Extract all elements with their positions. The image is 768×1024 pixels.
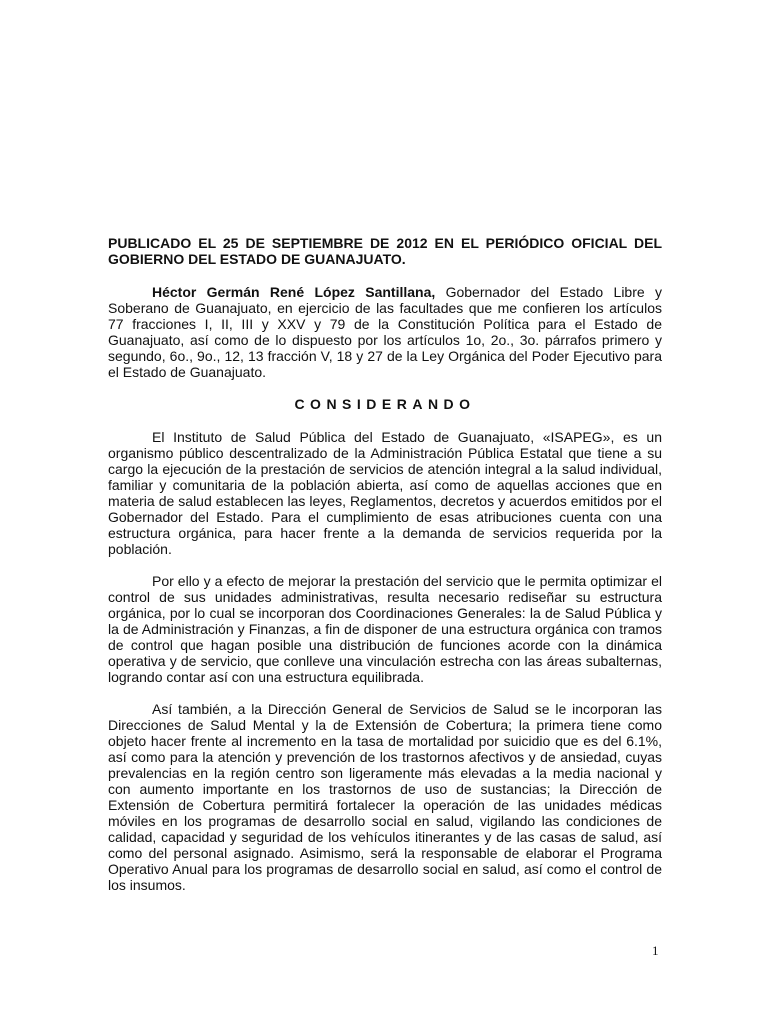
document-body xyxy=(108,235,662,909)
intro-paragraph xyxy=(108,284,662,380)
section-title: CONSIDERANDO xyxy=(294,396,476,412)
paragraph-2: Por ello y a efecto de mejorar la prestación del servicio que le permita optimizar el control de sus unidades administrativas, resulta necesario rediseñar su estructura orgánica, por lo cual se incorporan dos Coordinaciones Generales: la de Salud Pública y la de Administración y Finanzas, a fin de disponer de una estructura orgánica con tramos de control que hagan posible una distribución de funciones acorde con la dinámica operativa y de servicio, que conlleve una vinculación estrecha con las áreas subalternas, logrando contar así con una estructura equilibrada. xyxy=(108,573,662,685)
paragraph-1: El Instituto de Salud Pública del Estado de Guanajuato, «ISAPEG», es un organismo público descentralizado de la Administración Pública Estatal que tiene a su cargo la ejecución de la prestación de servicios de atención integral a la salud individual, familiar y comunitaria de la población abierta, así como de aquellas acciones que en materia de salud establecen las leyes, Reglamentos, decretos y acuerdos emitidos por el Gobernador del Estado. Para el cumplimiento de esas atribuciones cuenta con una estructura orgánica, para hacer frente a la demanda de servicios requerida por la población. xyxy=(108,429,662,557)
publication-heading: PUBLICADO EL 25 DE SEPTIEMBRE DE 2012 EN EL PERIÓDICO OFICIAL DEL GOBIERNO DEL ESTADO DE GUANAJUATO. xyxy=(108,235,662,267)
intro-text: Gobernador del Estado Libre y Soberano de Guanajuato, en ejercicio de las facultades que me confieren los artículos 77 fracciones I, II, III y XXV y 79 de la Constitución Política para el Estado de Guanajuato, así como de lo dispuesto por los artículos 1o, 2o., 3o. párrafos primero y segundo, 6o., 9o., 12, 13 fracción V, 18 y 27 de la Ley Orgánica del Poder Ejecutivo para el Estado de Guanajuato. xyxy=(108,284,662,380)
governor-name: Héctor Germán René López Santillana, xyxy=(152,284,436,300)
paragraph-3: Así también, a la Dirección General de Servicios de Salud se le incorporan las Direcciones de Salud Mental y la de Extensión de Cobertura; la primera tiene como objeto hacer frente al incremento en la tasa de mortalidad por suicidio que es del 6.1%, así como para la atención y prevención de los trastornos afectivos y de ansiedad, cuyas prevalencias en la región centro son ligeramente más elevadas a la media nacional y con aumento importante en los trastornos de uso de sustancias; la Dirección de Extensión de Cobertura permitirá fortalecer la operación de las unidades médicas móviles en los programas de desarrollo social en salud, vigilando las condiciones de calidad, capacidad y seguridad de los vehículos itinerantes y de las casas de salud, así como del personal asignado. Asimismo, será la responsable de elaborar el Programa Operativo Anual para los programas de desarrollo social en salud, así como el control de los insumos. xyxy=(108,701,662,893)
page-number: 1 xyxy=(652,943,659,958)
